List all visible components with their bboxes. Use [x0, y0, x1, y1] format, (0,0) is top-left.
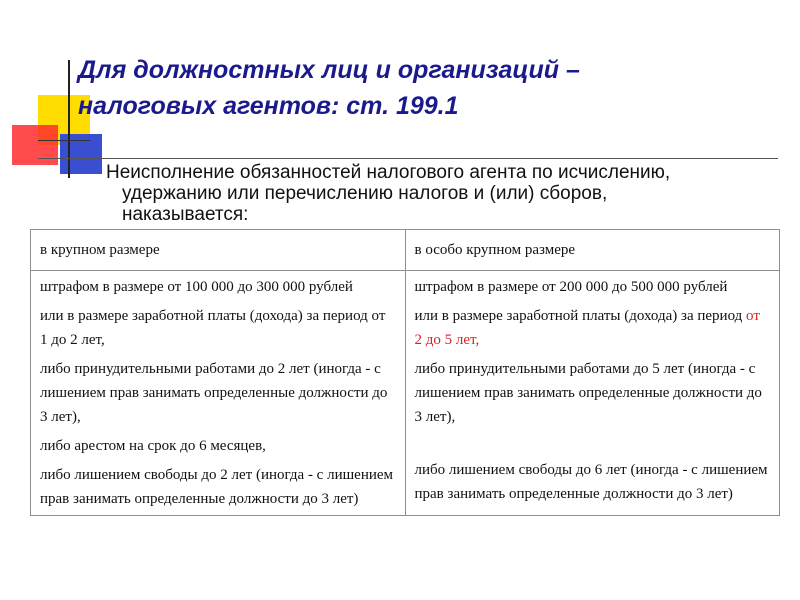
- penalty-salary-highlight: от 2 до 5 лет,: [414, 308, 760, 348]
- penalty-salary: или в размере заработной платы (дохода) за период от 1 до 2 лет,: [40, 308, 386, 348]
- penalty-fine: штрафом в размере от 100 000 до 300 000 рублей: [40, 279, 353, 295]
- penalty-arrest: либо арестом на срок до 6 месяцев,: [40, 438, 266, 454]
- slide-title-line-1: Для должностных лиц и организаций –: [78, 56, 580, 84]
- intro-line-2: удержанию или перечислению налогов и (или) сборов,: [122, 183, 608, 204]
- table-header-row: [31, 230, 780, 271]
- penalty-prison: либо лишением свободы до 6 лет (иногда - с лишением прав занимать определенные должности до 3 лет): [414, 462, 768, 502]
- intro-text: [100, 162, 790, 225]
- decor-vertical-line: [68, 60, 70, 178]
- slide-title: [78, 52, 778, 124]
- cell-especially-large-size-penalties: [405, 271, 780, 516]
- penalty-salary-prefix: или в размере заработной платы (дохода) за период: [414, 308, 747, 324]
- penalty-fine: штрафом в размере от 200 000 до 500 000 рублей: [414, 279, 728, 295]
- intro-line-3: наказывается:: [122, 204, 249, 225]
- spacer: [415, 434, 771, 458]
- penalty-salary: [415, 304, 771, 352]
- penalty-forced-labor: либо принудительными работами до 5 лет (иногда - с лишением прав занимать определенные должности до 3 лет),: [414, 361, 762, 425]
- penalty-forced-labor: либо принудительными работами до 2 лет (иногда - с лишением прав занимать определенные должности до 3 лет),: [40, 361, 388, 425]
- penalties-table: [30, 229, 780, 516]
- header-large-size: в крупном размере: [31, 230, 406, 271]
- header-especially-large-size: в особо крупном размере: [405, 230, 780, 271]
- title-underline: [38, 158, 778, 159]
- cell-large-size-penalties: [31, 271, 406, 516]
- decor-short-line: [38, 140, 90, 141]
- intro-line-1: Неисполнение обязанностей налогового агента по исчислению,: [106, 162, 671, 183]
- penalty-prison: либо лишением свободы до 2 лет (иногда - с лишением прав занимать определенные должности до 3 лет): [40, 467, 394, 507]
- decor-red-square: [12, 125, 58, 165]
- table-row: [31, 271, 780, 516]
- slide-title-line-2: налоговых агентов: ст. 199.1: [78, 92, 459, 120]
